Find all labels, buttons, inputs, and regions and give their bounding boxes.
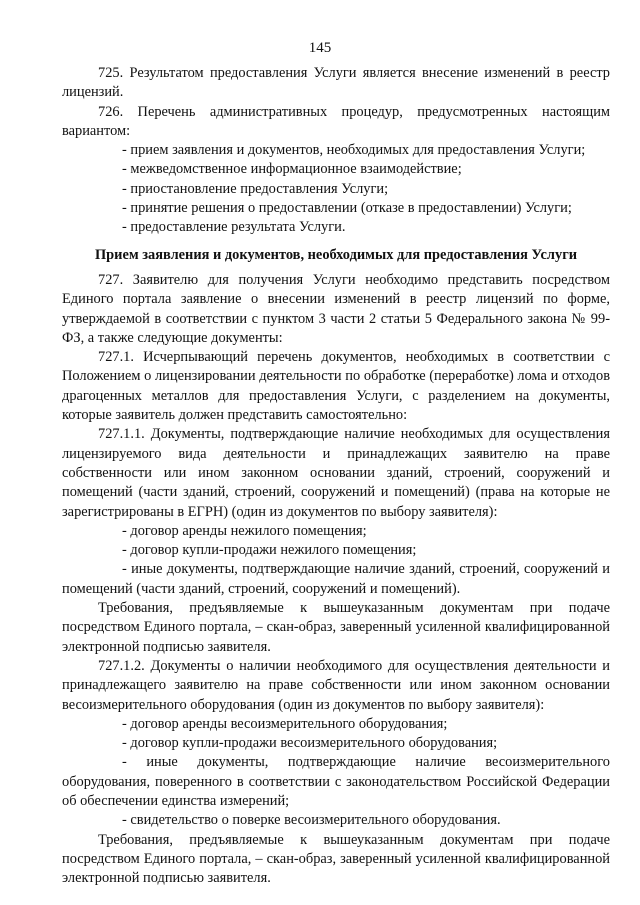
paragraph-727-1: 727.1. Исчерпывающий перечень документов, необходимых в соответствии с Положением о лицензировании деятельности по обработке (переработке) лома и отходов драгоценных металлов для предоставления Услуги, с разделением на документы, которые заявитель должен представить самостоятельно: xyxy=(62,349,610,424)
requirements-paragraph-2: Требования, предъявляемые к вышеуказанным документам при подаче посредством Единого портала, – скан-образ, заверенный усиленной квалифицированной электронной подписью заявителя. xyxy=(62,831,610,887)
list-item: - договор аренды нежилого помещения; xyxy=(122,522,367,539)
list-item: - межведомственное информационное взаимодействие; xyxy=(122,161,462,178)
list-item: - иные документы, подтверждающие наличие весоизмерительного оборудования, поверенного в соответствии с законодательством Российской Федерации об обеспечении единства измерений; xyxy=(62,754,610,809)
paragraph-726: 726. Перечень административных процедур, предусмотренных настоящим вариантом: xyxy=(62,103,610,139)
list-item: - предоставление результата Услуги. xyxy=(122,219,346,236)
list-item: - договор купли-продажи весоизмерительного оборудования; xyxy=(122,735,498,752)
requirements-paragraph-1: Требования, предъявляемые к вышеуказанным документам при подаче посредством Единого портала, – скан-образ, заверенный усиленной квалифицированной электронной подписью заявителя. xyxy=(62,600,610,655)
page-number: 145 xyxy=(308,40,332,56)
list-item: - приостановление предоставления Услуги; xyxy=(122,180,389,197)
list-item: - свидетельство о поверке весоизмерительного оборудования. xyxy=(122,812,501,829)
paragraph-727: 727. Заявителю для получения Услуги необходимо представить посредством Единого портала заявление о внесении изменений в реестр лицензий по форме, утверждаемой в соответствии с пунктом 3 части 2 статьи 5 Федерального закона № 99-ФЗ, а также следующие документы: xyxy=(62,271,610,346)
paragraph-727-1-1: 727.1.1. Документы, подтверждающие наличие необходимых для осуществления лицензируемого вида деятельности и принадлежащих заявителю на праве собственности или ином законном основании зданий, строений, сооружений и помещений (части зданий, строений, сооружений и помещений) (права на которые не зарегистрированы в ЕГРН) (один из документов по выбору заявителя): xyxy=(62,426,610,520)
list-item: - принятие решения о предоставлении (отказе в предоставлении) Услуги; xyxy=(122,200,572,217)
list-item: - договор аренды весоизмерительного оборудования; xyxy=(122,715,448,732)
list-item: - иные документы, подтверждающие наличие зданий, строений, сооружений и помещений (части зданий, строений, сооружений и помещений). xyxy=(62,561,610,597)
paragraph-727-1-2: 727.1.2. Документы о наличии необходимого для осуществления деятельности и принадлежащего заявителю на праве собственности или ином законном основании весоизмерительного оборудования (один из документов по выбору заявителя): xyxy=(62,657,610,713)
list-item: - договор купли-продажи нежилого помещения; xyxy=(122,542,417,559)
list-item: - прием заявления и документов, необходимых для предоставления Услуги; xyxy=(122,142,586,159)
section-heading: Прием заявления и документов, необходимых для предоставления Услуги xyxy=(94,246,578,263)
document-body xyxy=(62,64,610,888)
paragraph-725: 725. Результатом предоставления Услуги является внесение изменений в реестр лицензий. xyxy=(62,65,610,101)
